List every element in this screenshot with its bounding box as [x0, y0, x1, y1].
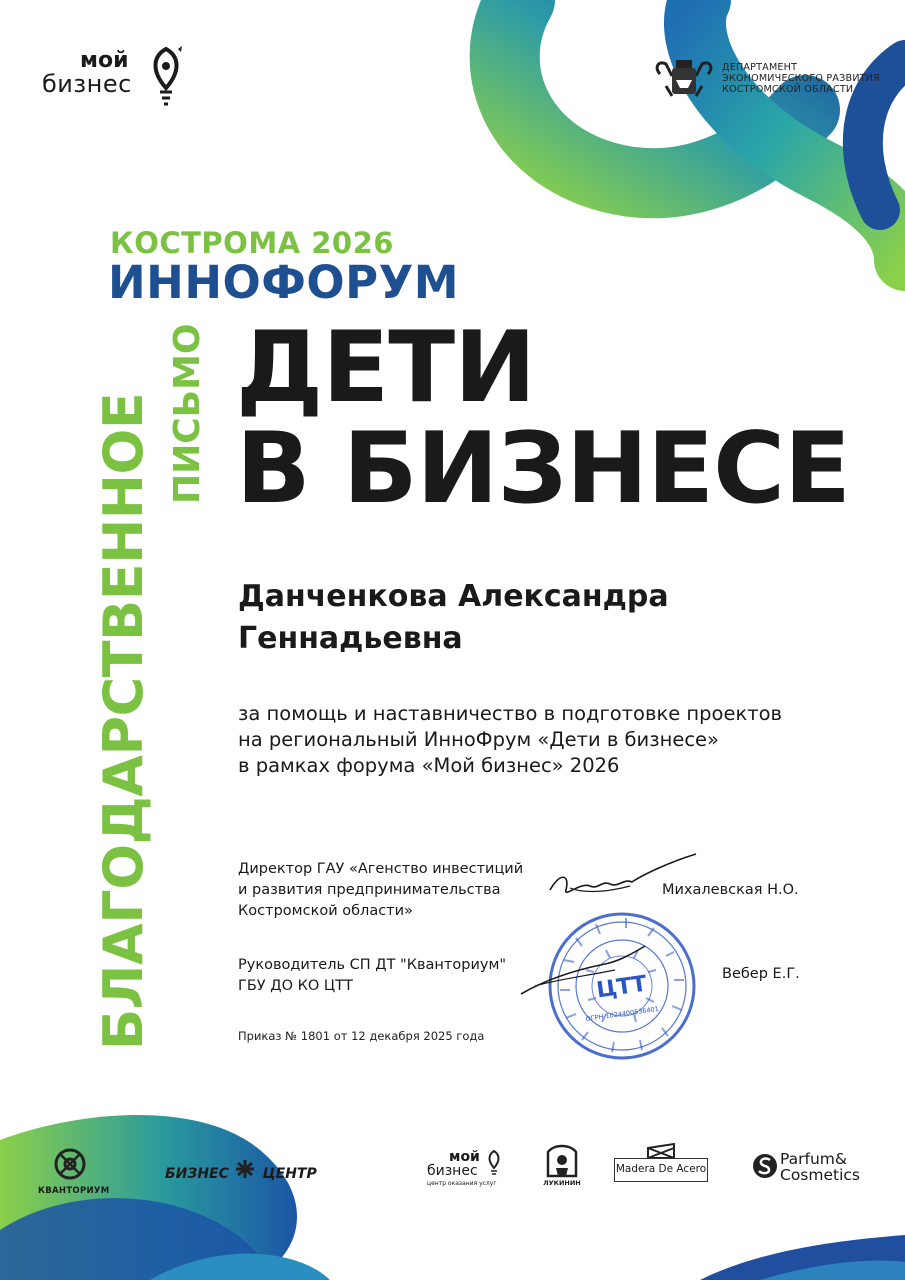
stamp-ogrn: ОГРН 1024400536401 [585, 1004, 660, 1024]
recipient-name-line-2: Геннадьевна [238, 621, 463, 656]
signatory-2-name: Вебер Е.Г. [722, 966, 800, 982]
position-line: Руководитель СП ДТ "Кванториум" [238, 957, 507, 973]
rocket-pin-icon [487, 1150, 501, 1176]
position-line: Костромской области» [238, 903, 413, 919]
signatory-1-position [238, 859, 523, 922]
vertical-title-line-2: ПИСЬМО [167, 323, 208, 504]
reason-line: за помощь и наставничество в подготовке проектов [238, 702, 783, 725]
event-title-line-1: ДЕТИ [236, 311, 536, 425]
partner-madera: Madera De Acero [614, 1158, 708, 1182]
mb-word-1: мой [449, 1149, 480, 1165]
event-forum-name: ИННОФОРУМ [108, 256, 460, 309]
parfum-line-2: Cosmetics [780, 1166, 860, 1184]
department-line: ЭКОНОМИЧЕСКОГО РАЗВИТИЯ [722, 73, 880, 84]
lukinin-label: ЛУКИНИН [543, 1179, 581, 1187]
logo-word-1: мой [80, 48, 129, 73]
partner-kvantorium [38, 1146, 110, 1196]
biznes-centr-left: БИЗНЕС [165, 1166, 229, 1182]
coat-of-arms-icon [652, 56, 716, 102]
kvantorium-icon [38, 1146, 102, 1184]
position-line: ГБУ ДО КО ЦТТ [238, 978, 353, 994]
partner-biznes-centr [165, 1160, 317, 1182]
recipient-name-line-1: Данченкова Александра [238, 579, 669, 614]
department-name [722, 62, 882, 95]
vertical-title-line-1: БЛАГОДАРСТВЕННОЕ [92, 392, 155, 1050]
lukinin-emblem-icon [542, 1142, 582, 1178]
signature-2 [515, 940, 655, 1000]
logo-word-2: бизнес [42, 70, 132, 98]
parfum-label [780, 1151, 860, 1183]
event-title [236, 311, 850, 526]
recipient-name [238, 576, 669, 660]
mb-word-2: бизнес [427, 1163, 478, 1179]
kvantorium-label: КВАНТОРИУМ [38, 1186, 110, 1196]
mb-caption: центр оказания услуг [427, 1180, 497, 1187]
department-line: ДЕПАРТАМЕНТ [722, 62, 798, 73]
rocket-pin-icon [148, 46, 184, 108]
partner-parfum-cosmetics [752, 1150, 860, 1185]
signatory-2-position [238, 955, 506, 997]
reason-line: на региональный ИнноФрум «Дети в бизнесе» [238, 728, 719, 751]
event-title-line-2: В БИЗНЕСЕ [236, 412, 850, 526]
partner-lukinin [542, 1142, 582, 1186]
event-city-year: КОСТРОМА 2026 [110, 226, 394, 260]
snowflake-icon [234, 1160, 256, 1178]
gratitude-reason [238, 701, 782, 779]
position-line: и развития предпринимательства [238, 882, 501, 898]
position-line: Директор ГАУ «Агенство инвестиций [238, 861, 524, 877]
biznes-centr-right: ЦЕНТР [262, 1166, 317, 1182]
order-reference: Приказ № 1801 от 12 декабря 2025 года [238, 1029, 485, 1043]
parfum-line-1: Parfum& [780, 1150, 847, 1168]
stamp-center-text: ЦТТ [594, 971, 649, 1004]
reason-line: в рамках форума «Мой бизнес» 2026 [238, 754, 620, 777]
parfum-s-icon [752, 1151, 778, 1181]
department-line: КОСТРОМСКОЙ ОБЛАСТИ [722, 84, 854, 95]
signatory-1-name: Михалевская Н.О. [662, 882, 799, 898]
